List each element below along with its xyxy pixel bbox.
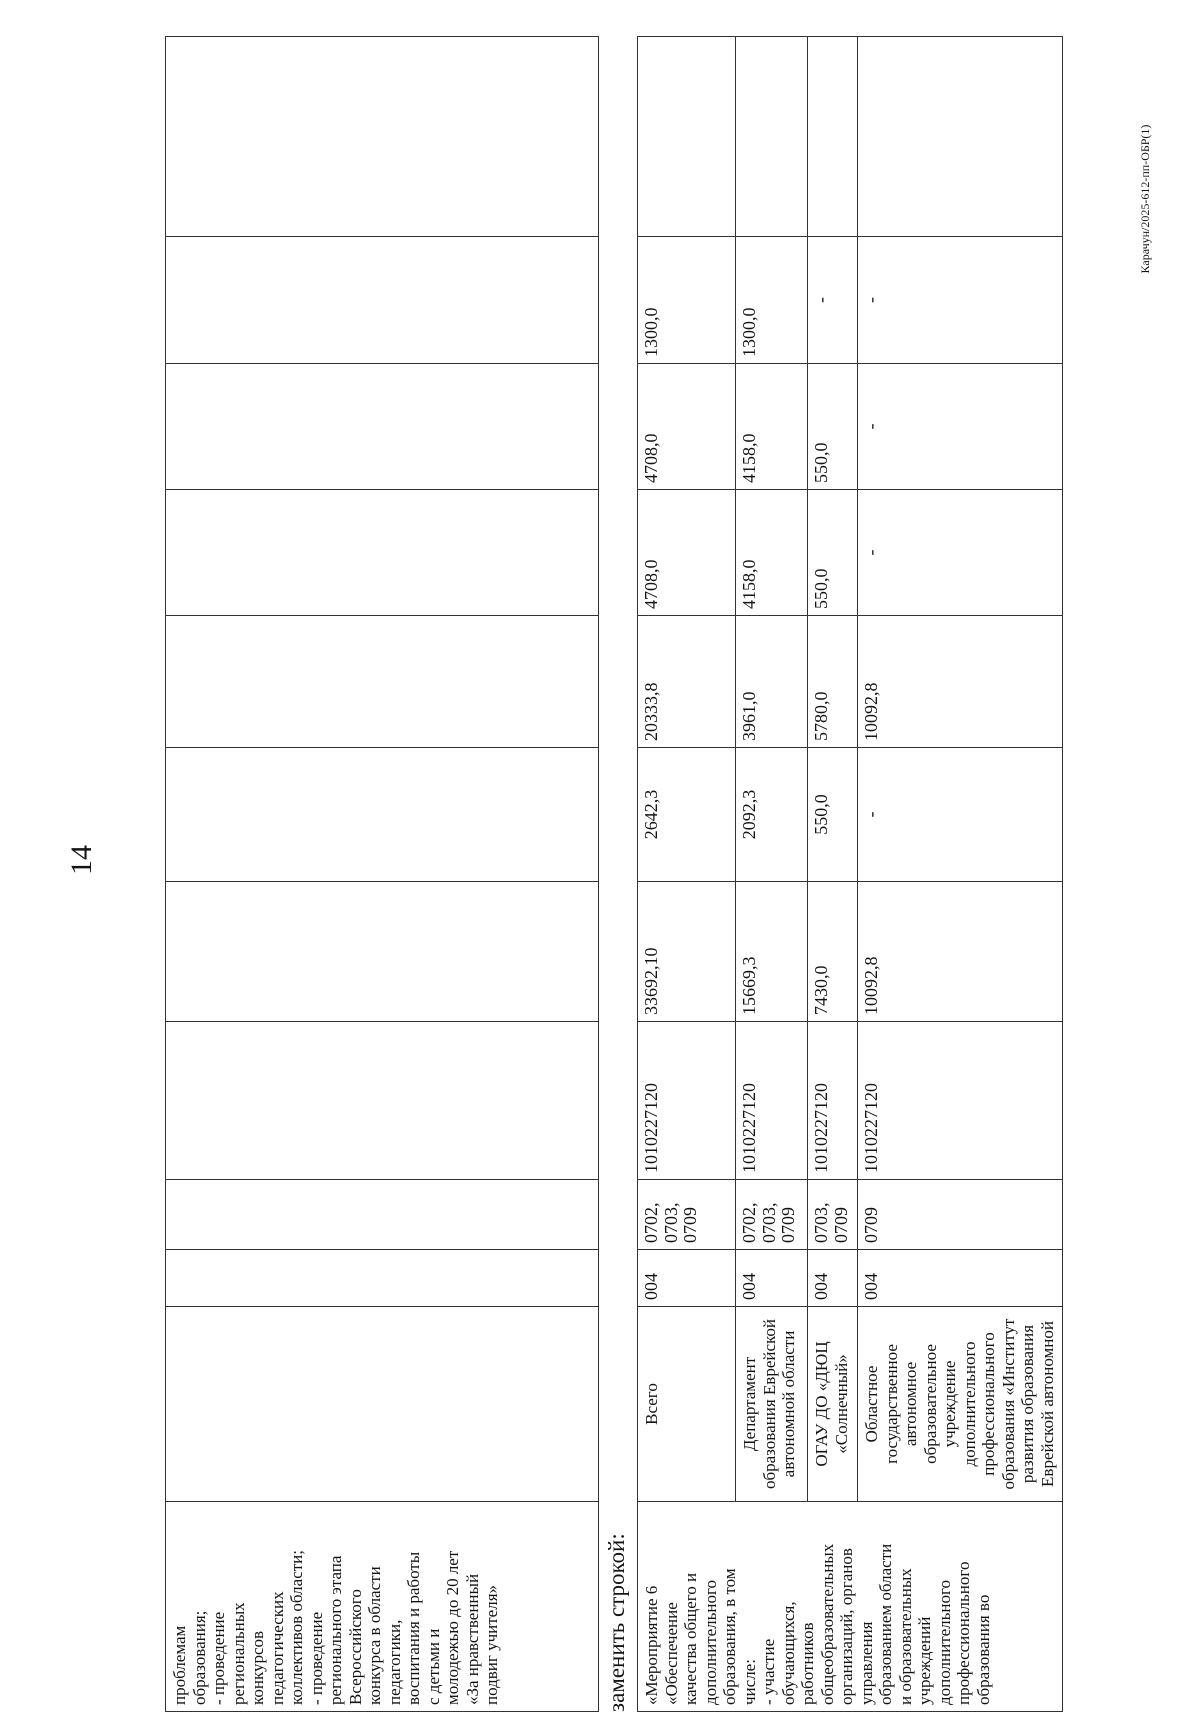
year-value-cell: 10092,8 <box>858 616 1063 748</box>
previous-row-table <box>165 36 599 1712</box>
year-value-cell: - <box>858 237 1063 364</box>
year-value-cell: 4158,0 <box>736 490 808 616</box>
year-value-cell: 4158,0 <box>736 364 808 490</box>
year-value-cell: 2092,3 <box>736 748 808 882</box>
year-value-cell: - <box>858 748 1063 882</box>
grbs-cell: 004 <box>808 1250 858 1307</box>
year-value-cell: 3961,0 <box>736 616 808 748</box>
empty-cell <box>166 237 599 364</box>
grbs-cell: 004 <box>638 1250 736 1307</box>
empty-cell <box>638 37 736 237</box>
empty-cell <box>166 748 599 882</box>
empty-cell <box>166 1022 599 1180</box>
empty-cell <box>166 364 599 490</box>
year-value-cell: 550,0 <box>808 748 858 882</box>
executor-cell: Департамент образования Еврейской автономной области <box>736 1307 808 1502</box>
rzpr-cell: 0702, 0703, 0709 <box>638 1180 736 1250</box>
year-value-cell: 550,0 <box>808 490 858 616</box>
total-cell: 10092,8 <box>858 882 1063 1022</box>
total-cell: 33692,10 <box>638 882 736 1022</box>
csr-cell: 1010227120 <box>736 1022 808 1180</box>
year-value-cell: 4708,0 <box>638 490 736 616</box>
document-code: Карачун/2025-612-пп-ОБР(1) <box>1138 124 1152 274</box>
table-row <box>808 37 858 1712</box>
empty-cell <box>166 1250 599 1307</box>
year-value-cell: 1300,0 <box>736 237 808 364</box>
empty-cell <box>166 882 599 1022</box>
csr-cell: 1010227120 <box>808 1022 858 1180</box>
total-cell: 15669,3 <box>736 882 808 1022</box>
empty-cell <box>166 490 599 616</box>
year-value-cell: 2642,3 <box>638 748 736 882</box>
rzpr-cell: 0709 <box>858 1180 1063 1250</box>
csr-cell: 1010227120 <box>858 1022 1063 1180</box>
empty-cell <box>736 37 808 237</box>
year-value-cell: 550,0 <box>808 364 858 490</box>
executor-cell: ОГАУ ДО «ДЮЦ «Солнечный» <box>808 1307 858 1502</box>
replacement-table <box>637 36 1063 1712</box>
grbs-cell: 004 <box>858 1250 1063 1307</box>
empty-cell <box>166 37 599 237</box>
replace-instruction: заменить строкой: <box>604 1533 629 1712</box>
table-row <box>166 37 599 1712</box>
rzpr-cell: 0703, 0709 <box>808 1180 858 1250</box>
executor-cell: Всего <box>638 1307 736 1502</box>
year-value-cell: - <box>808 237 858 364</box>
csr-cell: 1010227120 <box>638 1022 736 1180</box>
empty-cell <box>166 616 599 748</box>
table-row <box>638 37 736 1712</box>
total-cell: 7430,0 <box>808 882 858 1022</box>
year-value-cell: 1300,0 <box>638 237 736 364</box>
executor-cell: Областное государственное автономное образовательное учреждение дополнительного профессионального образования «Институт развития образования Еврейской автономной <box>858 1307 1063 1502</box>
year-value-cell: - <box>858 490 1063 616</box>
empty-cell <box>166 1307 599 1502</box>
year-value-cell: 20333,8 <box>638 616 736 748</box>
empty-cell <box>166 1180 599 1250</box>
year-value-cell: 4708,0 <box>638 364 736 490</box>
table-row <box>858 37 1063 1712</box>
measure-description: «Мероприятие 6 «Обеспечение качества общего и дополнительного образования, в том числе: - участие обучающихся, работников общеобразовательных организаций, органов управления образованием области и образовательных учреждений дополнительного профессионального образования во <box>638 1502 1063 1712</box>
table-row <box>736 37 808 1712</box>
rzpr-cell: 0702, 0703, 0709 <box>736 1180 808 1250</box>
previous-row-description: проблемам образования; - проведение региональных конкурсов педагогических коллективов области; - проведение регионального этапа Всероссийского конкурса в области педагогики, воспитания и работы с детьми и молодежью до 20 лет «За нравственный подвиг учителя» <box>166 1502 599 1712</box>
empty-cell <box>858 37 1063 237</box>
grbs-cell: 004 <box>736 1250 808 1307</box>
page-number: 14 <box>65 845 98 875</box>
empty-cell <box>808 37 858 237</box>
year-value-cell: 5780,0 <box>808 616 858 748</box>
rotated-document-body <box>165 37 1057 1712</box>
year-value-cell: - <box>858 364 1063 490</box>
